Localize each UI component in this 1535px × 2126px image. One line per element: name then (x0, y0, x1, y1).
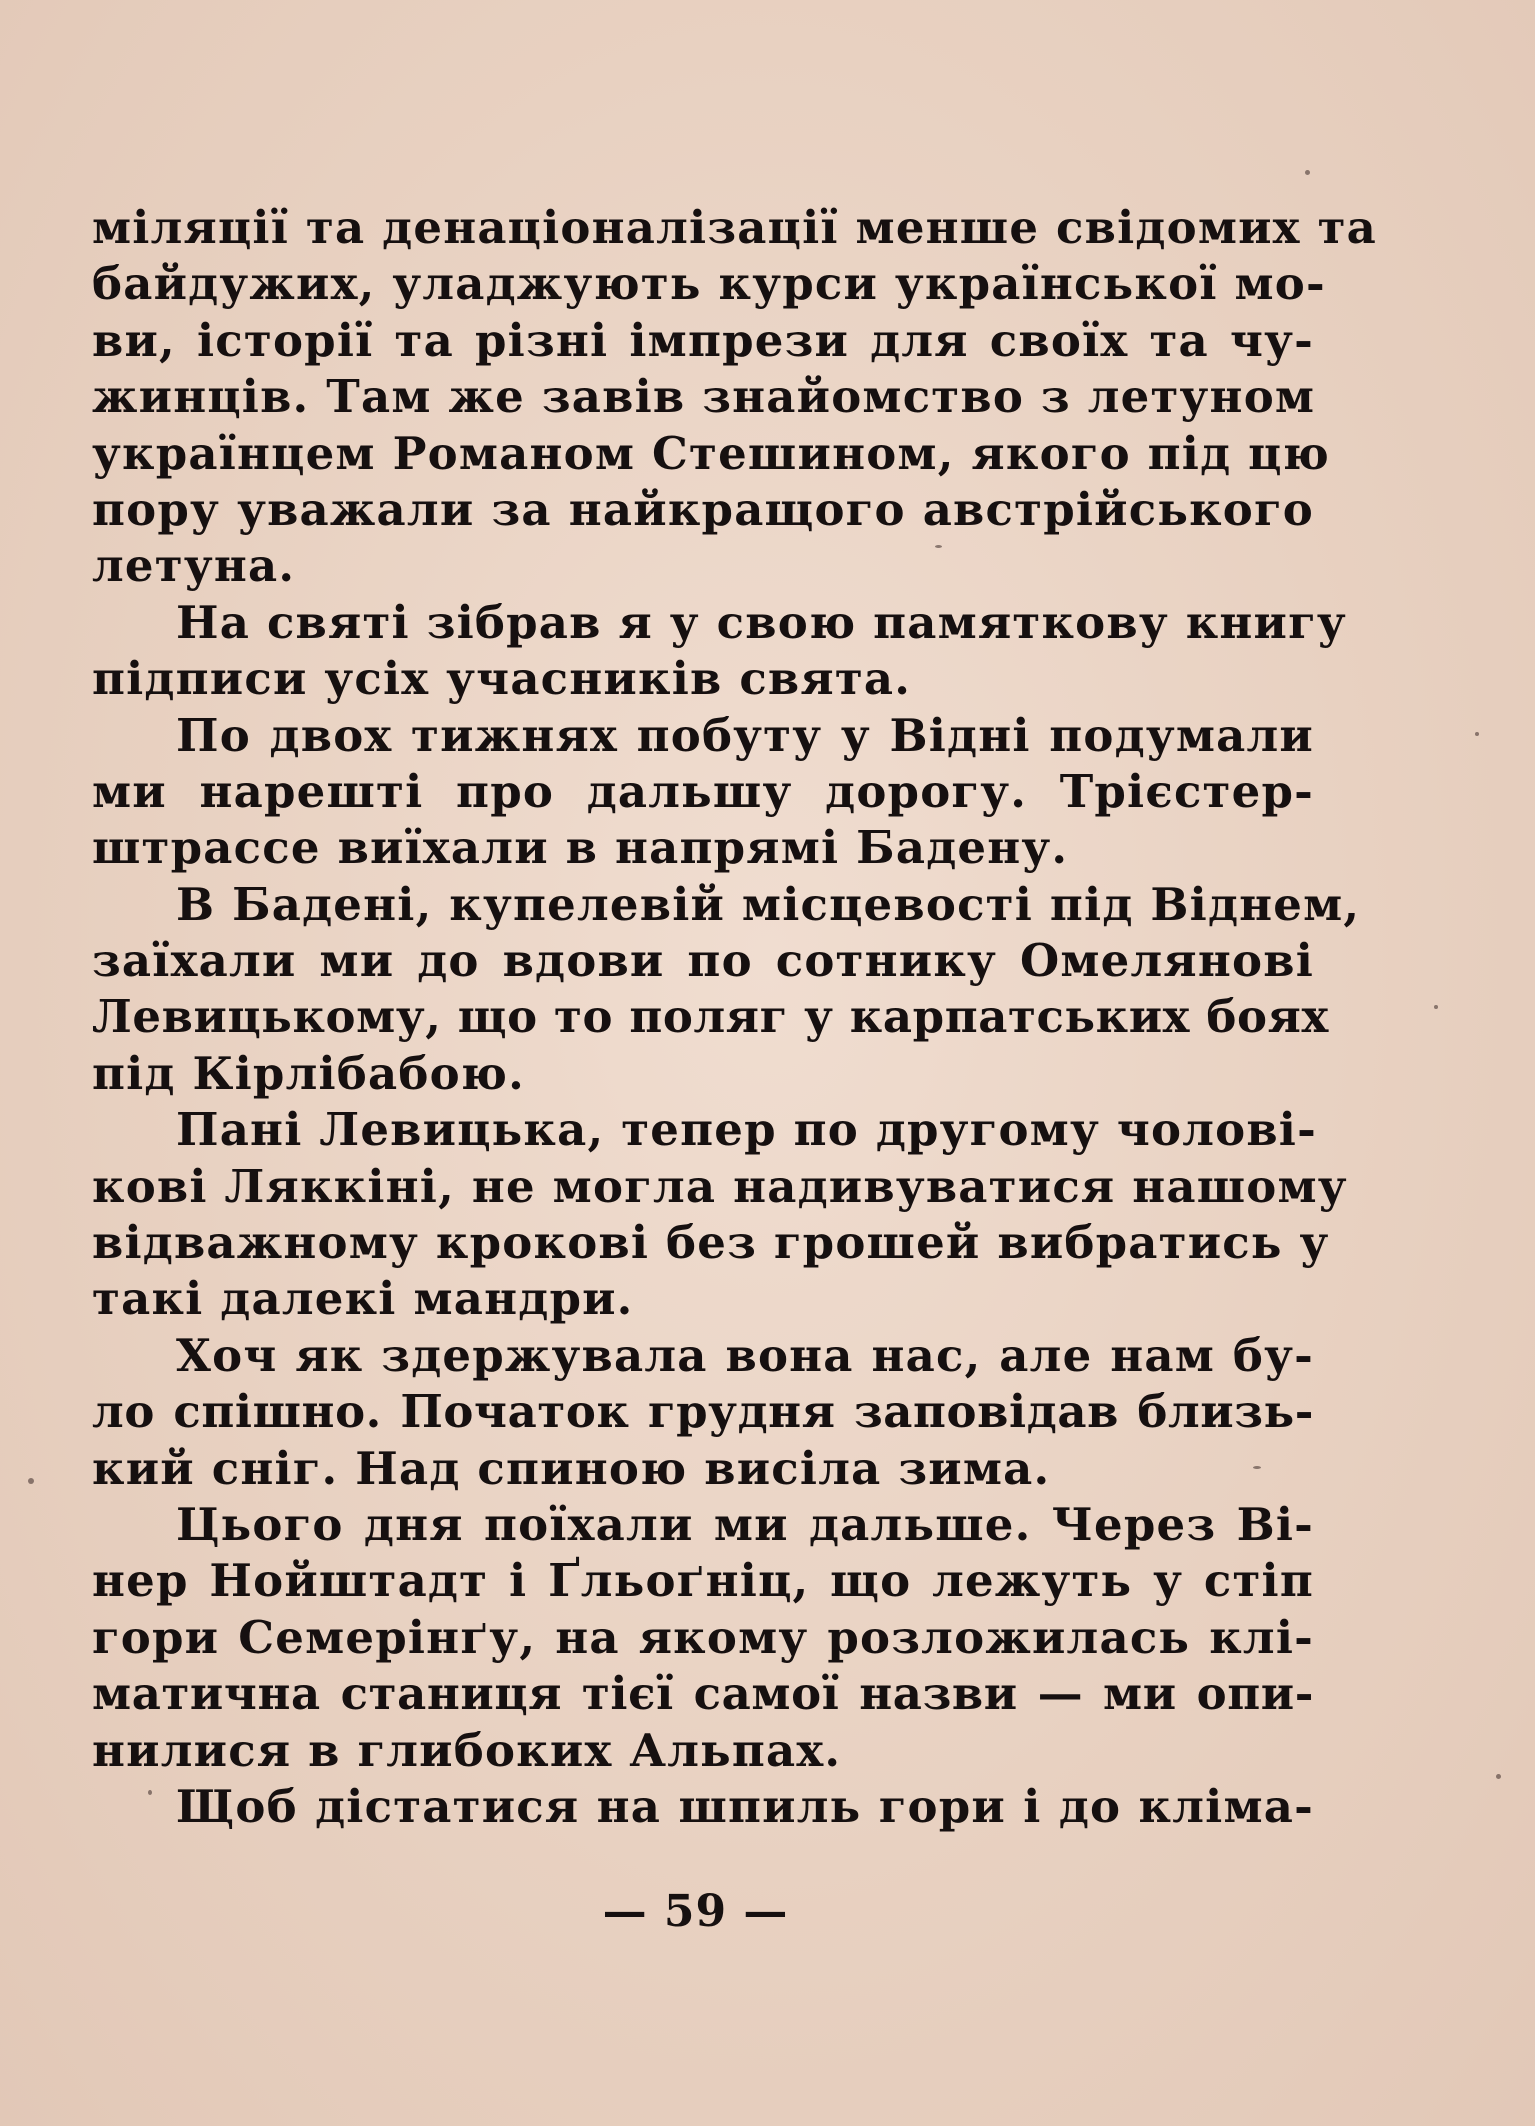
paper-speck (28, 1478, 34, 1484)
paper-speck (935, 545, 942, 548)
text-line: українцем Романом Стешином, якого під цю (92, 426, 1330, 480)
text-line: гори Семерінґу, на якому розложилась клі- (92, 1610, 1314, 1664)
text-line: такі далекі мандри. (92, 1272, 634, 1326)
text-line: заїхали ми до вдови по сотнику Омелянові (92, 934, 1314, 988)
text-line: По двох тижнях побуту у Відні подумали (176, 708, 1314, 762)
text-line: летуна. (92, 539, 296, 593)
text-line: кові Ляккіні, не могла надивуватися нашому (92, 1159, 1348, 1213)
paper-speck (1475, 732, 1479, 736)
text-line: ло спішно. Початок грудня заповідав близь- (92, 1385, 1314, 1439)
text-line: Хоч як здержувала вона нас, але нам бу- (176, 1328, 1314, 1382)
page-number: — 59 — (602, 1886, 789, 1937)
text-line: В Бадені, купелевій місцевості під Віднем, (176, 877, 1361, 931)
text-line: пору уважали за найкращого австрійського (92, 482, 1314, 536)
text-line: відважному крокові без грошей вибратись у (92, 1216, 1330, 1270)
text-line: підписи усіх учасників свята. (92, 652, 912, 706)
text-line: міляції та денаціоналізації менше свідомих та (92, 201, 1378, 254)
body-text (92, 200, 1378, 1835)
paper-speck (1434, 1005, 1438, 1009)
text-line: кий сніг. Над спиною висіла зима. (92, 1441, 1051, 1495)
text-line: ми нарешті про дальшу дорогу. Трієстер- (92, 764, 1314, 818)
text-line: На святі зібрав я у свою памяткову книгу (176, 595, 1347, 649)
paper-speck (1253, 1466, 1261, 1469)
text-line: нер Нойштадт і Ґльоґніц, що лежуть у стіп (92, 1554, 1314, 1608)
text-line: ви, історії та різні імпрези для своїх та чу- (92, 313, 1314, 367)
text-line: матична станиця тієї самої назви — ми опи- (92, 1667, 1314, 1721)
text-line: Цього дня поїхали ми дальше. Через Ві- (176, 1497, 1314, 1551)
text-line: під Кірлібабою. (92, 1046, 526, 1100)
paper-speck (148, 1790, 152, 1795)
paper-speck (1305, 170, 1310, 175)
text-line: Щоб дістатися на шпиль гори і до кліма- (176, 1779, 1314, 1833)
text-line: байдужих, уладжують курси української мо- (92, 257, 1326, 311)
text-line: Пані Левицька, тепер по другому чолові- (176, 1103, 1317, 1157)
text-line: нилися в глибоких Альпах. (92, 1723, 842, 1777)
paper-speck (1496, 1774, 1501, 1779)
text-line: Левицькому, що то поляг у карпатських боях (92, 990, 1329, 1044)
text-line: штрассе виїхали в напрямі Бадену. (92, 821, 1069, 875)
text-line: жинців. Там же завів знайомство з летуном (92, 370, 1316, 424)
